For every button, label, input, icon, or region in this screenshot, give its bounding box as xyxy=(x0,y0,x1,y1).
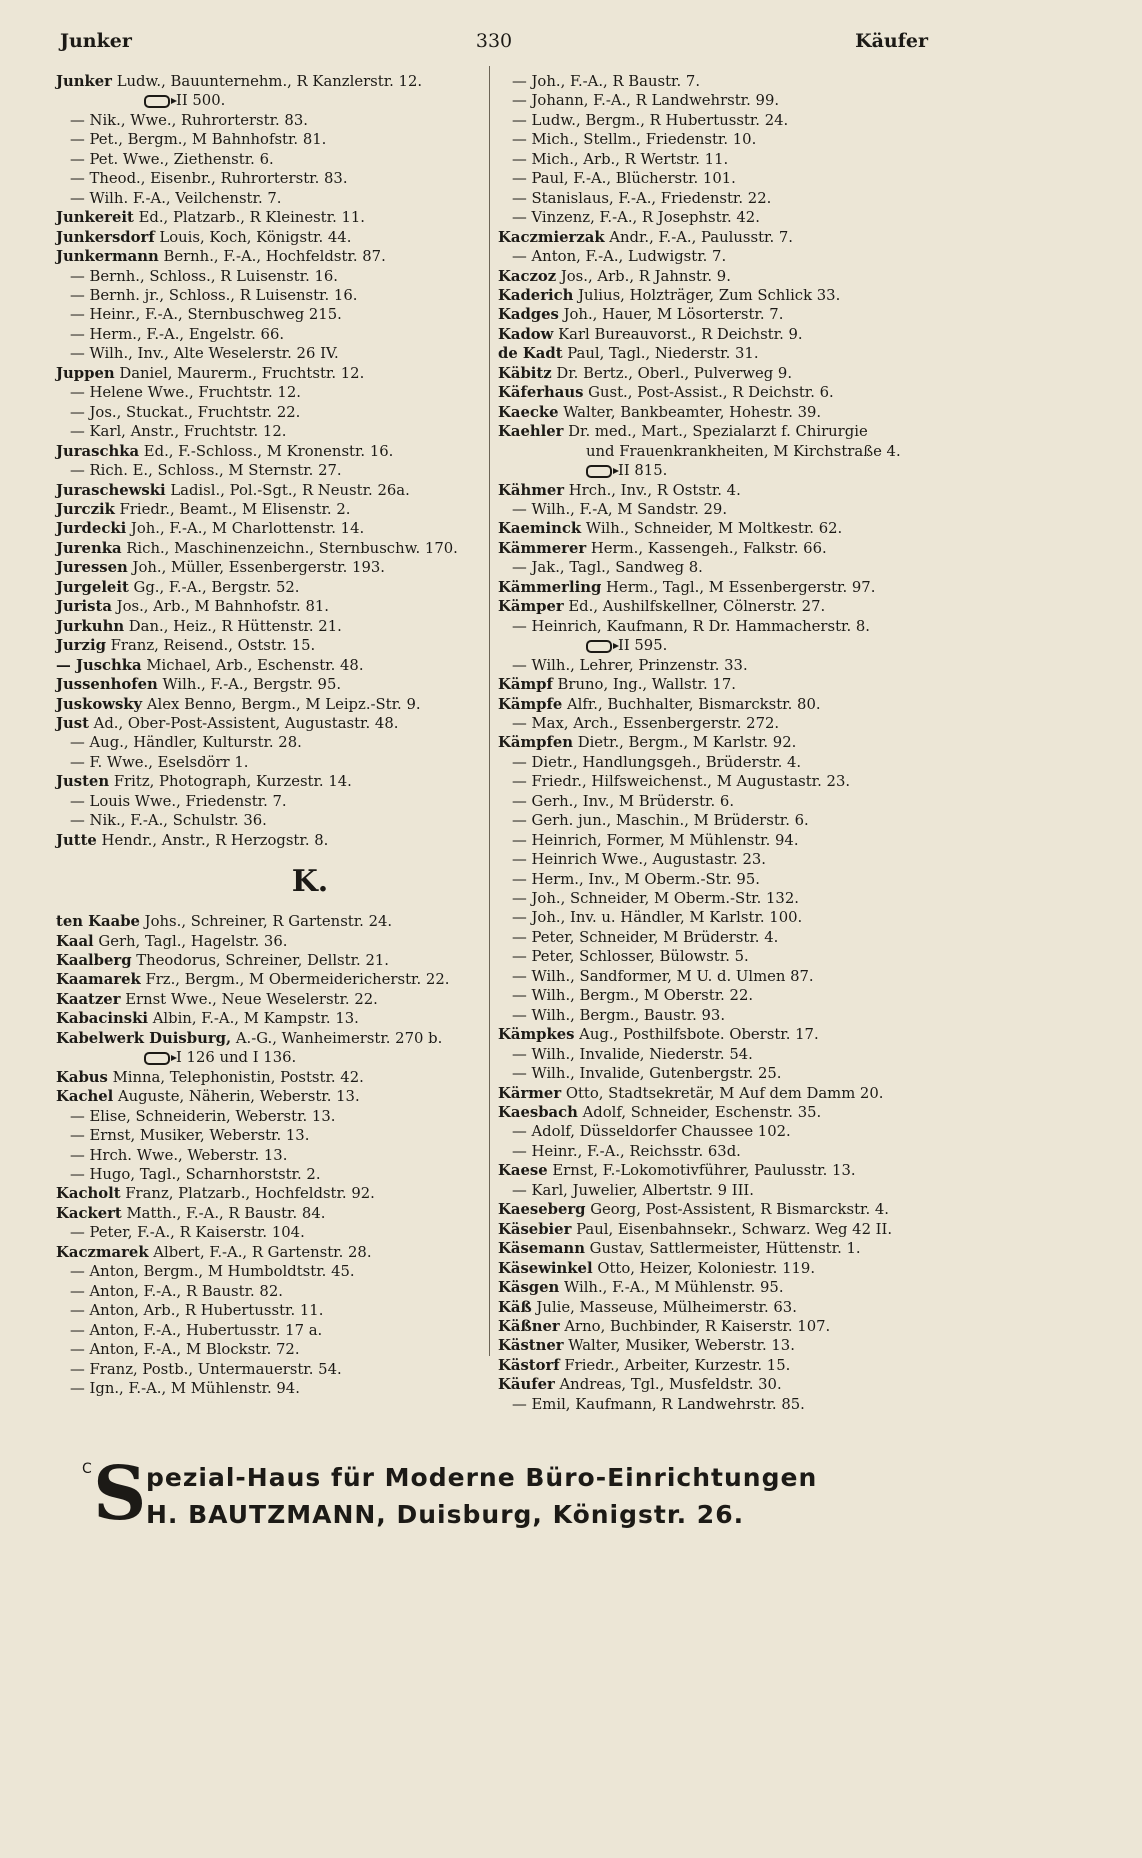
entry-details: Wilh., F.-A., Bergstr. 95. xyxy=(157,676,342,694)
section-letter: K. xyxy=(291,864,329,900)
entry-details: Fritz, Photograph, Kurzestr. 14. xyxy=(109,773,352,791)
ad-mark: C xyxy=(82,1461,92,1477)
directory-subentry: — Ign., F.-A., M Mühlenstr. 94. xyxy=(70,1380,300,1397)
directory-entry xyxy=(498,1220,946,1239)
entry-surname: Kacholt xyxy=(56,1185,121,1203)
entry-details: Ludw., Bauunternehm., R Kanzlerstr. 12. xyxy=(111,73,423,90)
entry-surname: Kaczmarek xyxy=(56,1243,149,1261)
directory-subentry: — Anton, Arb., R Hubertusstr. 11. xyxy=(70,1302,324,1320)
entry-surname: Kaeseberg xyxy=(498,1201,586,1219)
entry-surname: — Juschka xyxy=(56,656,142,674)
entry-surname: Kaamarek xyxy=(56,971,141,989)
directory-subentry: — Theod., Eisenbr., Ruhrorterstr. 83. xyxy=(70,170,348,188)
directory-entry xyxy=(498,539,946,558)
directory-subentry: — Wilh. F.-A., Veilchenstr. 7. xyxy=(70,189,282,207)
directory-subentry: — Elise, Schneiderin, Weberstr. 13. xyxy=(70,1107,336,1125)
entry-surname: Käsemann xyxy=(498,1240,585,1258)
directory-entry xyxy=(498,481,946,500)
entry-details: Walter, Musiker, Weberstr. 13. xyxy=(563,1337,795,1355)
directory-subentry: — Jos., Stuckat., Fruchtstr. 22. xyxy=(70,403,301,421)
entry-details: Paul, Tagl., Niederstr. 31. xyxy=(562,345,759,363)
entry-details: Ladisl., Pol.-Sgt., R Neustr. 26a. xyxy=(165,481,410,499)
directory-entry xyxy=(498,344,946,363)
entry-details: Minna, Telephonistin, Poststr. 42. xyxy=(107,1068,364,1086)
directory-subentry: — Heinrich, Former, M Mühlenstr. 94. xyxy=(512,831,799,849)
entry-surname: Jussenhofen xyxy=(56,676,158,694)
entry-surname: Jurgeleit xyxy=(56,578,129,596)
directory-entry xyxy=(498,675,946,694)
directory-entry xyxy=(498,403,946,422)
directory-subentry: — Heinr., F.-A., Sternbuschweg 215. xyxy=(70,306,342,324)
entry-surname: Kaecke xyxy=(498,403,559,421)
directory-entry xyxy=(498,1278,946,1297)
directory-subentry: — Bernh. jr., Schloss., R Luisenstr. 16. xyxy=(70,286,358,304)
entry-continuation: und Frauenkrankheiten, M Kirchstraße 4. xyxy=(586,442,901,460)
directory-entry xyxy=(56,990,484,1009)
entry-details: Jos., Arb., R Jahnstr. 9. xyxy=(556,267,731,285)
entry-surname: Kämpfe xyxy=(498,695,563,713)
entry-surname: Jurdecki xyxy=(56,520,127,538)
directory-entry xyxy=(498,1336,946,1355)
directory-entry xyxy=(498,578,946,597)
directory-entry xyxy=(498,1084,946,1103)
entry-surname: Kämpfen xyxy=(498,734,573,752)
directory-entry xyxy=(56,228,484,247)
phone-entry xyxy=(498,636,946,655)
entry-surname: Kachel xyxy=(56,1088,114,1106)
entry-details: Walter, Bankbeamter, Hohestr. 39. xyxy=(558,403,822,421)
directory-subentry: — Paul, F.-A., Blücherstr. 101. xyxy=(512,170,736,188)
directory-entry xyxy=(498,1317,946,1336)
directory-entry xyxy=(498,267,946,286)
entry-details: Albin, F.-A., M Kampstr. 13. xyxy=(147,1010,359,1028)
page-header xyxy=(60,30,928,58)
directory-subentry: — Hugo, Tagl., Scharnhorststr. 2. xyxy=(70,1166,321,1184)
phone-number: II 500. xyxy=(176,92,226,110)
entry-surname: Käß xyxy=(498,1298,532,1316)
column-divider xyxy=(489,66,490,1356)
entry-details: Otto, Stadtsekretär, M Auf dem Damm 20. xyxy=(561,1084,884,1102)
entry-surname: Juressen xyxy=(56,559,128,577)
directory-subentry: — Pet., Bergm., M Bahnhofstr. 81. xyxy=(70,131,327,149)
directory-subentry: — Franz, Postb., Untermauerstr. 54. xyxy=(70,1360,342,1378)
entry-details: Rich., Maschinenzeichn., Sternbuschw. 170. xyxy=(121,539,458,557)
entry-details: Ernst Wwe., Neue Weselerstr. 22. xyxy=(120,990,378,1008)
directory-subentry: — Max, Arch., Essenbergerstr. 272. xyxy=(512,714,780,732)
entry-surname: Kaatzer xyxy=(56,990,121,1008)
entry-details: Michael, Arb., Eschenstr. 48. xyxy=(141,656,364,674)
entry-details: Dietr., Bergm., M Karlstr. 92. xyxy=(573,734,797,752)
directory-subentry: — Anton, F.-A., R Baustr. 82. xyxy=(70,1282,283,1300)
entry-details: Louis, Koch, Königstr. 44. xyxy=(154,228,352,246)
directory-subentry: — Karl, Anstr., Fruchtstr. 12. xyxy=(70,423,287,441)
entry-surname: Käsgen xyxy=(498,1279,560,1297)
entry-surname: Kaderich xyxy=(498,286,574,304)
directory-subentry: — Wilh., Invalide, Gutenbergstr. 25. xyxy=(512,1065,782,1083)
directory-subentry: — Joh., Schneider, M Oberm.-Str. 132. xyxy=(512,890,799,908)
entry-details: Franz, Reisend., Oststr. 15. xyxy=(105,637,316,655)
directory-entry xyxy=(498,519,946,538)
telephone-icon xyxy=(144,1052,170,1065)
entry-details: Joh., Müller, Essenbergerstr. 193. xyxy=(127,559,385,577)
telephone-icon xyxy=(586,640,612,653)
directory-subentry: — Wilh., Inv., Alte Weselerstr. 26 IV. xyxy=(70,345,339,363)
directory-subentry: — Heinrich Wwe., Augustastr. 23. xyxy=(512,851,766,869)
entry-details: Hendr., Anstr., R Herzogstr. 8. xyxy=(96,831,329,849)
header-left-keyword: Junker xyxy=(60,30,132,52)
entry-surname: Kackert xyxy=(56,1204,122,1222)
directory-subentry: — Gerh. jun., Maschin., M Brüderstr. 6. xyxy=(512,812,809,830)
directory-entry xyxy=(56,772,484,791)
entry-surname: Kabelwerk Duisburg, xyxy=(56,1029,232,1047)
entry-details: Ernst, F.-Lokomotivführer, Paulusstr. 13. xyxy=(547,1162,856,1180)
directory-entry xyxy=(56,72,484,91)
phone-number: II 815. xyxy=(618,462,668,480)
directory-subentry: — Wilh., Lehrer, Prinzenstr. 33. xyxy=(512,656,748,674)
directory-subentry: — Herm., F.-A., Engelstr. 66. xyxy=(70,325,285,343)
entry-details: Julie, Masseuse, Mülheimerstr. 63. xyxy=(531,1298,797,1316)
entry-surname: Kaalberg xyxy=(56,952,132,970)
directory-subentry: — Peter, F.-A., R Kaiserstr. 104. xyxy=(70,1224,305,1242)
entry-details: Dan., Heiz., R Hüttenstr. 21. xyxy=(124,617,342,635)
directory-entry xyxy=(498,597,946,616)
directory-entry xyxy=(498,1239,946,1258)
directory-subentry: — Anton, F.-A., Hubertusstr. 17 a. xyxy=(70,1321,323,1339)
entry-details: Adolf, Schneider, Eschenstr. 35. xyxy=(577,1104,822,1122)
left-column xyxy=(56,72,484,1398)
phone-entry xyxy=(56,1048,484,1067)
directory-entry xyxy=(498,286,946,305)
entry-details: Johs., Schreiner, R Gartenstr. 24. xyxy=(139,913,393,931)
directory-subentry: — Mich., Arb., R Wertstr. 11. xyxy=(512,150,729,168)
directory-entry xyxy=(56,539,484,558)
entry-details: Dr. med., Mart., Spezialarzt f. Chirurgie xyxy=(563,423,868,441)
directory-subentry: — Helene Wwe., Fruchtstr. 12. xyxy=(70,384,301,402)
phone-entry xyxy=(498,461,946,480)
directory-subentry: — Karl, Juwelier, Albertstr. 9 III. xyxy=(512,1181,754,1199)
entry-surname: de Kadt xyxy=(498,345,563,363)
entry-surname: Kämmerling xyxy=(498,578,602,596)
entry-details: Joh., F.-A., M Charlottenstr. 14. xyxy=(126,520,365,538)
header-right-keyword: Käufer xyxy=(855,30,928,52)
directory-subentry: — Jak., Tagl., Sandweg 8. xyxy=(512,559,703,577)
telephone-icon xyxy=(586,465,612,478)
directory-subentry: — Wilh., Invalide, Niederstr. 54. xyxy=(512,1045,753,1063)
entry-details: Otto, Heizer, Koloniestr. 119. xyxy=(592,1259,816,1277)
directory-entry xyxy=(498,364,946,383)
directory-entry xyxy=(498,325,946,344)
entry-surname: Juppen xyxy=(56,364,115,382)
directory-entry xyxy=(56,558,484,577)
entry-surname: Kähmer xyxy=(498,481,565,499)
directory-entry xyxy=(56,1068,484,1087)
directory-subentry: — Anton, Bergm., M Humboldtstr. 45. xyxy=(70,1263,355,1281)
entry-details: Paul, Eisenbahnsekr., Schwarz. Weg 42 II. xyxy=(571,1220,893,1238)
directory-subentry: — Wilh., Bergm., M Oberstr. 22. xyxy=(512,987,754,1005)
directory-entry xyxy=(498,1298,946,1317)
directory-subentry: — Gerh., Inv., M Brüderstr. 6. xyxy=(512,792,735,810)
directory-entry xyxy=(56,932,484,951)
entry-details: Friedr., Beamt., M Elisenstr. 2. xyxy=(114,500,351,518)
entry-details: Franz, Platzarb., Hochfeldstr. 92. xyxy=(120,1185,375,1203)
entry-surname: Kämpkes xyxy=(498,1026,575,1044)
entry-details: Frz., Bergm., M Obermeidericherstr. 22. xyxy=(140,971,450,989)
entry-surname: Junkereit xyxy=(56,209,134,227)
directory-entry xyxy=(56,481,484,500)
entry-surname: Käsewinkel xyxy=(498,1259,593,1277)
page-number: 330 xyxy=(475,30,513,52)
entry-surname: Kabacinski xyxy=(56,1010,148,1028)
right-column xyxy=(498,72,946,1414)
directory-entry xyxy=(56,714,484,733)
entry-details: Gerh, Tagl., Hagelstr. 36. xyxy=(93,932,288,950)
directory-entry xyxy=(498,1025,946,1044)
entry-surname: Jurista xyxy=(56,598,112,616)
entry-details: Julius, Holzträger, Zum Schlick 33. xyxy=(573,286,841,304)
entry-surname: Kaczoz xyxy=(498,267,557,285)
entry-surname: Kadges xyxy=(498,306,559,324)
directory-entry xyxy=(56,1204,484,1223)
directory-entry xyxy=(498,305,946,324)
directory-subentry: — Wilh., Sandformer, M U. d. Ulmen 87. xyxy=(512,967,814,985)
directory-subentry: — Anton, F.-A., Ludwigstr. 7. xyxy=(512,248,727,266)
directory-entry xyxy=(56,695,484,714)
directory-subentry: — Nik., Wwe., Ruhrorterstr. 83. xyxy=(70,111,308,129)
telephone-icon xyxy=(144,95,170,108)
entry-surname: Kaesbach xyxy=(498,1104,578,1122)
directory-subentry: — Wilh., Bergm., Baustr. 93. xyxy=(512,1006,726,1024)
directory-entry xyxy=(498,1356,946,1375)
entry-surname: Käbitz xyxy=(498,364,552,382)
entry-details: Alex Benno, Bergm., M Leipz.-Str. 9. xyxy=(142,695,421,713)
directory-subentry: — Johann, F.-A., R Landwehrstr. 99. xyxy=(512,92,780,110)
entry-surname: Käßner xyxy=(498,1318,560,1335)
directory-subentry: — Ernst, Musiker, Weberstr. 13. xyxy=(70,1127,310,1145)
entry-surname: Kaeminck xyxy=(498,520,582,538)
entry-surname: Kadow xyxy=(498,325,554,343)
entry-details: Ed., F.-Schloss., M Kronenstr. 16. xyxy=(139,442,394,460)
entry-surname: Junkersdorf xyxy=(56,228,155,246)
directory-entry xyxy=(56,1009,484,1028)
ad-line-2: H. BAUTZMANN, Duisburg, Königstr. 26. xyxy=(146,1500,745,1529)
entry-details: Jos., Arb., M Bahnhofstr. 81. xyxy=(111,598,329,616)
entry-details: Theodorus, Schreiner, Dellstr. 21. xyxy=(131,952,389,970)
ad-initial: S xyxy=(93,1451,147,1537)
directory-entry xyxy=(56,247,484,266)
entry-details: Dr. Bertz., Oberl., Pulverweg 9. xyxy=(551,364,793,382)
directory-entry xyxy=(56,951,484,970)
entry-details: Ad., Ober-Post-Assistent, Augustastr. 48. xyxy=(88,714,399,732)
directory-subentry: — Wilh., F.-A, M Sandstr. 29. xyxy=(512,500,728,518)
entry-details: Matth., F.-A., R Baustr. 84. xyxy=(121,1204,326,1222)
directory-entry xyxy=(56,1087,484,1106)
entry-details: Gg., F.-A., Bergstr. 52. xyxy=(128,578,300,596)
directory-entry xyxy=(498,228,946,247)
entry-surname: Kämper xyxy=(498,598,564,616)
entry-surname: Kabus xyxy=(56,1068,108,1086)
entry-surname: Kärmer xyxy=(498,1084,562,1102)
directory-entry xyxy=(56,617,484,636)
entry-details: Daniel, Maurerm., Fruchtstr. 12. xyxy=(114,364,365,382)
entry-surname: Jurzig xyxy=(56,637,106,655)
entry-surname: Käferhaus xyxy=(498,384,584,402)
entry-surname: Juskowsky xyxy=(56,695,143,713)
entry-details: Andr., F.-A., Paulusstr. 7. xyxy=(604,228,794,246)
directory-subentry: — Adolf, Düsseldorfer Chaussee 102. xyxy=(512,1123,791,1141)
entry-surname: Kaal xyxy=(56,932,94,950)
directory-subentry: — Bernh., Schloss., R Luisenstr. 16. xyxy=(70,267,339,285)
directory-subentry: — Peter, Schneider, M Brüderstr. 4. xyxy=(512,928,779,946)
directory-entry xyxy=(498,1259,946,1278)
directory-subentry: — Stanislaus, F.-A., Friedenstr. 22. xyxy=(512,189,772,207)
entry-details: Ed., Aushilfskellner, Cölnerstr. 27. xyxy=(563,598,826,616)
entry-details: A.-G., Wanheimerstr. 270 b. xyxy=(231,1029,443,1047)
entry-details: Gust., Post-Assist., R Deichstr. 6. xyxy=(583,384,834,402)
entry-details: Gustav, Sattlermeister, Hüttenstr. 1. xyxy=(584,1240,861,1258)
entry-surname: Juraschewski xyxy=(56,481,166,499)
directory-subentry: — Joh., F.-A., R Baustr. 7. xyxy=(512,73,701,90)
directory-entry xyxy=(56,1184,484,1203)
entry-details: Auguste, Näherin, Weberstr. 13. xyxy=(113,1088,360,1106)
ad-line-1: pezial-Haus für Moderne Büro-Einrichtungen xyxy=(146,1463,818,1492)
directory-subentry: — Joh., Inv. u. Händler, M Karlstr. 100. xyxy=(512,909,803,927)
entry-details: Hrch., Inv., R Oststr. 4. xyxy=(564,481,741,499)
entry-surname: Juraschka xyxy=(56,442,140,460)
directory-entry xyxy=(498,1103,946,1122)
entry-surname: Kämpf xyxy=(498,676,553,694)
directory-subentry: — Heinrich, Kaufmann, R Dr. Hammacherstr. 8. xyxy=(512,617,870,635)
directory-entry xyxy=(56,636,484,655)
directory-entry xyxy=(56,597,484,616)
directory-subentry: — F. Wwe., Eselsdörr 1. xyxy=(70,753,249,771)
entry-surname: Kästorf xyxy=(498,1356,560,1374)
entry-details: Georg, Post-Assistent, R Bismarckstr. 4. xyxy=(585,1201,889,1219)
directory-subentry: — Heinr., F.-A., Reichsstr. 63d. xyxy=(512,1142,741,1160)
directory-subentry: — Pet. Wwe., Ziethenstr. 6. xyxy=(70,150,274,168)
entry-surname: Jurkuhn xyxy=(56,617,125,635)
directory-subentry: — Nik., F.-A., Schulstr. 36. xyxy=(70,812,267,830)
directory-entry xyxy=(498,1200,946,1219)
directory-entry xyxy=(56,656,484,675)
directory-subentry: — Anton, F.-A., M Blockstr. 72. xyxy=(70,1341,300,1359)
directory-entry xyxy=(56,831,484,850)
entry-surname: Kaczmierzak xyxy=(498,228,605,246)
directory-subentry: — Hrch. Wwe., Weberstr. 13. xyxy=(70,1146,288,1164)
directory-subentry: — Dietr., Handlungsgeh., Brüderstr. 4. xyxy=(512,753,802,771)
directory-subentry: — Vinzenz, F.-A., R Josephstr. 42. xyxy=(512,209,760,227)
directory-subentry: — Ludw., Bergm., R Hubertusstr. 24. xyxy=(512,111,789,129)
directory-subentry: — Rich. E., Schloss., M Sternstr. 27. xyxy=(70,462,342,480)
entry-surname: Jurczik xyxy=(56,500,115,518)
directory-subentry: — Louis Wwe., Friedenstr. 7. xyxy=(70,792,287,810)
directory-entry xyxy=(56,519,484,538)
directory-subentry: — Mich., Stellm., Friedenstr. 10. xyxy=(512,131,757,149)
directory-entry xyxy=(56,500,484,519)
entry-surname: Junker xyxy=(56,73,112,90)
directory-entry xyxy=(498,383,946,402)
directory-entry xyxy=(56,578,484,597)
entry-surname: Kämmerer xyxy=(498,539,587,557)
entry-details: Alfr., Buchhalter, Bismarckstr. 80. xyxy=(562,695,821,713)
phone-entry xyxy=(56,91,484,110)
directory-entry xyxy=(498,1161,946,1180)
entry-surname: Kaehler xyxy=(498,423,564,441)
entry-details: Herm., Kassengeh., Falkstr. 66. xyxy=(586,539,827,557)
directory-entry xyxy=(56,912,484,931)
entry-surname: Junkermann xyxy=(56,248,159,266)
entry-surname: Just xyxy=(56,714,89,732)
entry-details: Arno, Buchbinder, R Kaiserstr. 107. xyxy=(559,1318,831,1335)
entry-surname: Käsebier xyxy=(498,1220,572,1238)
directory-entry xyxy=(56,442,484,461)
entry-details: Herm., Tagl., M Essenbergerstr. 97. xyxy=(601,578,876,596)
directory-subentry: — Emil, Kaufmann, R Landwehrstr. 85. xyxy=(512,1395,805,1413)
entry-details: Bruno, Ing., Wallstr. 17. xyxy=(552,676,736,694)
entry-details: Andreas, Tgl., Musfeldstr. 30. xyxy=(554,1376,782,1394)
directory-subentry: — Herm., Inv., M Oberm.-Str. 95. xyxy=(512,870,760,888)
directory-subentry: — Peter, Schlosser, Bülowstr. 5. xyxy=(512,948,749,966)
phone-number: II 595. xyxy=(618,637,668,655)
entry-details: Bernh., F.-A., Hochfeldstr. 87. xyxy=(158,248,386,266)
directory-entry xyxy=(56,1243,484,1262)
entry-details: Aug., Posthilfsbote. Oberstr. 17. xyxy=(574,1026,819,1044)
directory-entry xyxy=(56,364,484,383)
entry-details: Wilh., Schneider, M Moltkestr. 62. xyxy=(581,520,843,538)
directory-entry xyxy=(498,1375,946,1394)
directory-entry xyxy=(498,422,946,441)
directory-subentry: — Aug., Händler, Kulturstr. 28. xyxy=(70,734,302,752)
phone-number: I 126 und I 136. xyxy=(176,1049,297,1067)
entry-surname: Jurenka xyxy=(56,539,122,557)
entry-details: Ed., Platzarb., R Kleinestr. 11. xyxy=(133,209,366,227)
directory-entry xyxy=(56,1029,484,1048)
directory-subentry: — Friedr., Hilfsweichenst., M Augustastr. 23. xyxy=(512,773,851,791)
entry-details: Joh., Hauer, M Lösorterstr. 7. xyxy=(558,306,784,324)
directory-entry xyxy=(498,733,946,752)
entry-surname: Käufer xyxy=(498,1376,555,1394)
directory-entry xyxy=(56,208,484,227)
entry-details: Albert, F.-A., R Gartenstr. 28. xyxy=(148,1243,372,1261)
entry-details: Friedr., Arbeiter, Kurzestr. 15. xyxy=(559,1356,791,1374)
entry-details: Wilh., F.-A., M Mühlenstr. 95. xyxy=(559,1279,784,1297)
entry-surname: Kästner xyxy=(498,1337,564,1355)
entry-surname: Justen xyxy=(56,773,110,791)
entry-surname: ten Kaabe xyxy=(56,913,140,931)
directory-entry xyxy=(498,695,946,714)
entry-details: Karl Bureauvorst., R Deichstr. 9. xyxy=(553,325,803,343)
directory-entry xyxy=(56,970,484,989)
entry-surname: Kaese xyxy=(498,1162,548,1180)
directory-entry xyxy=(56,675,484,694)
entry-surname: Jutte xyxy=(56,831,97,849)
